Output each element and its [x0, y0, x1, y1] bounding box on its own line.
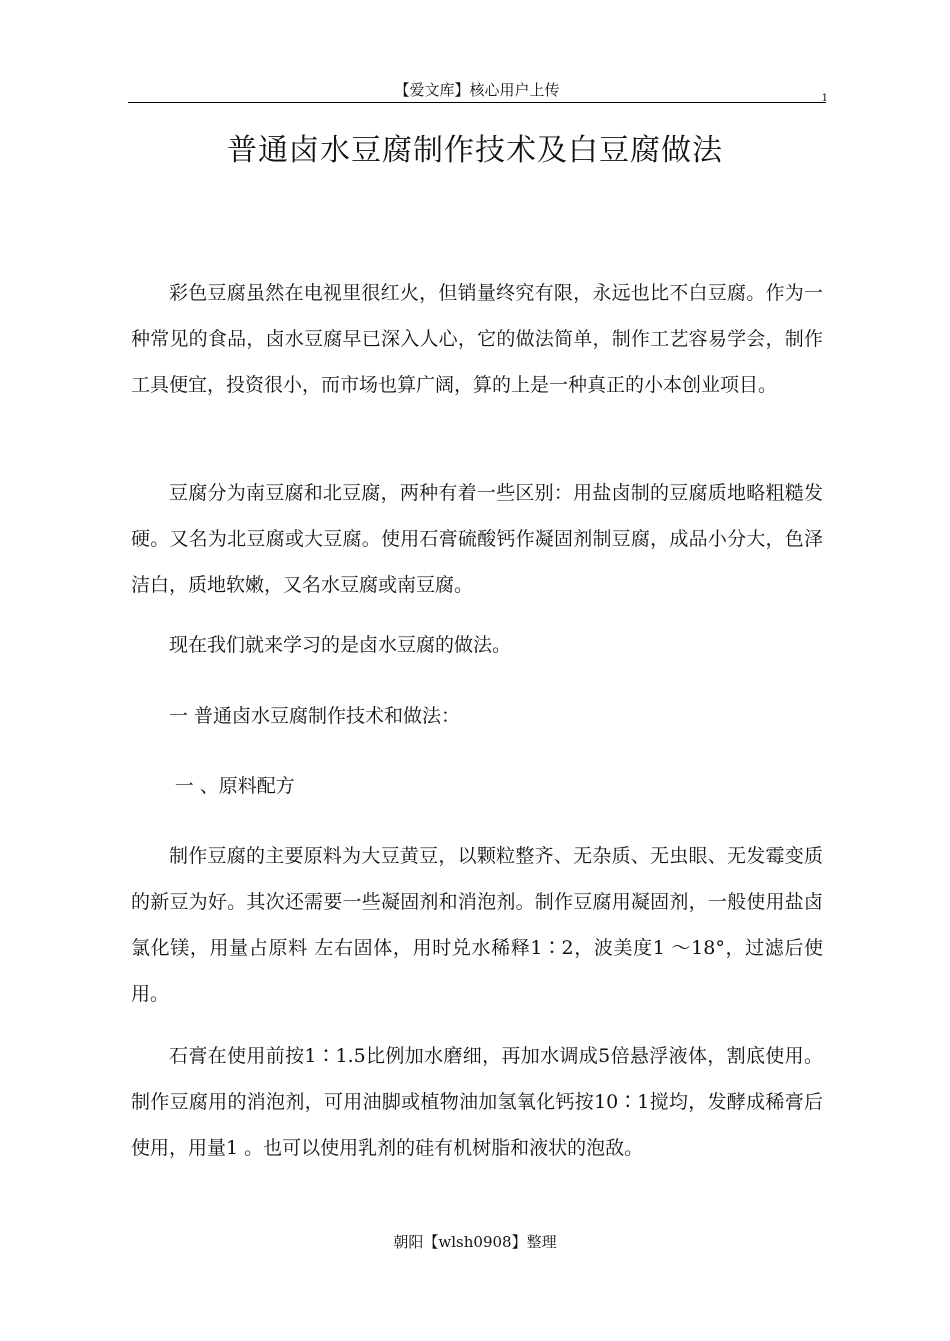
- page-footer: 朝阳【wlsh0908】整理: [393, 1233, 557, 1251]
- paragraph-intro: 彩色豆腐虽然在电视里很红火，但销量终究有限，永远也比不白豆腐。作为一种常见的食品，卤水豆腐早已深入人心，它的做法简单，制作工艺容易学会，制作工具便宜，投资很小，而市场也算广阔，算的上是一种真正的小本创业项目。: [131, 282, 823, 396]
- header-mark: 1: [821, 93, 828, 104]
- paragraph-tofu-types: 豆腐分为南豆腐和北豆腐，两种有着一些区别：用盐卤制的豆腐质地略粗糙发硬。又名为北豆腐或大豆腐。使用石膏硫酸钙作凝固剂制豆腐，成品小分大，色泽洁白，质地软嫩，又名水豆腐或南豆腐。: [131, 482, 823, 596]
- paragraph-lead-in: 现在我们就来学习的是卤水豆腐的做法。: [169, 634, 512, 656]
- document-title: 普通卤水豆腐制作技术及白豆腐做法: [227, 133, 723, 168]
- page-header: [128, 78, 826, 103]
- header-text: 【爱文库】核心用户上传: [394, 81, 560, 99]
- paragraph-gypsum: 石膏在使用前按1∶1.5比例加水磨细，再加水调成5倍悬浮液体，割底使用。制作豆腐用的消泡剂，可用油脚或植物油加氢氧化钙按10∶1搅均，发酵成稀膏后使用，用量1 。也可以使用乳剂的硅有机树脂和液状的泡敌。: [131, 1045, 823, 1159]
- section-heading: 一 普通卤水豆腐制作技术和做法：: [169, 705, 461, 727]
- paragraph-ingredients: 制作豆腐的主要原料为大豆黄豆，以颗粒整齐、无杂质、无虫眼、无发霉变质的新豆为好。其次还需要一些凝固剂和消泡剂。制作豆腐用凝固剂，一般使用盐卤氯化镁，用量占原料 左右固体，用时兑水稀释1∶2，波美度1 ～18°，过滤后使用。: [131, 845, 823, 1005]
- subsection-heading: 一 、原料配方: [174, 775, 295, 797]
